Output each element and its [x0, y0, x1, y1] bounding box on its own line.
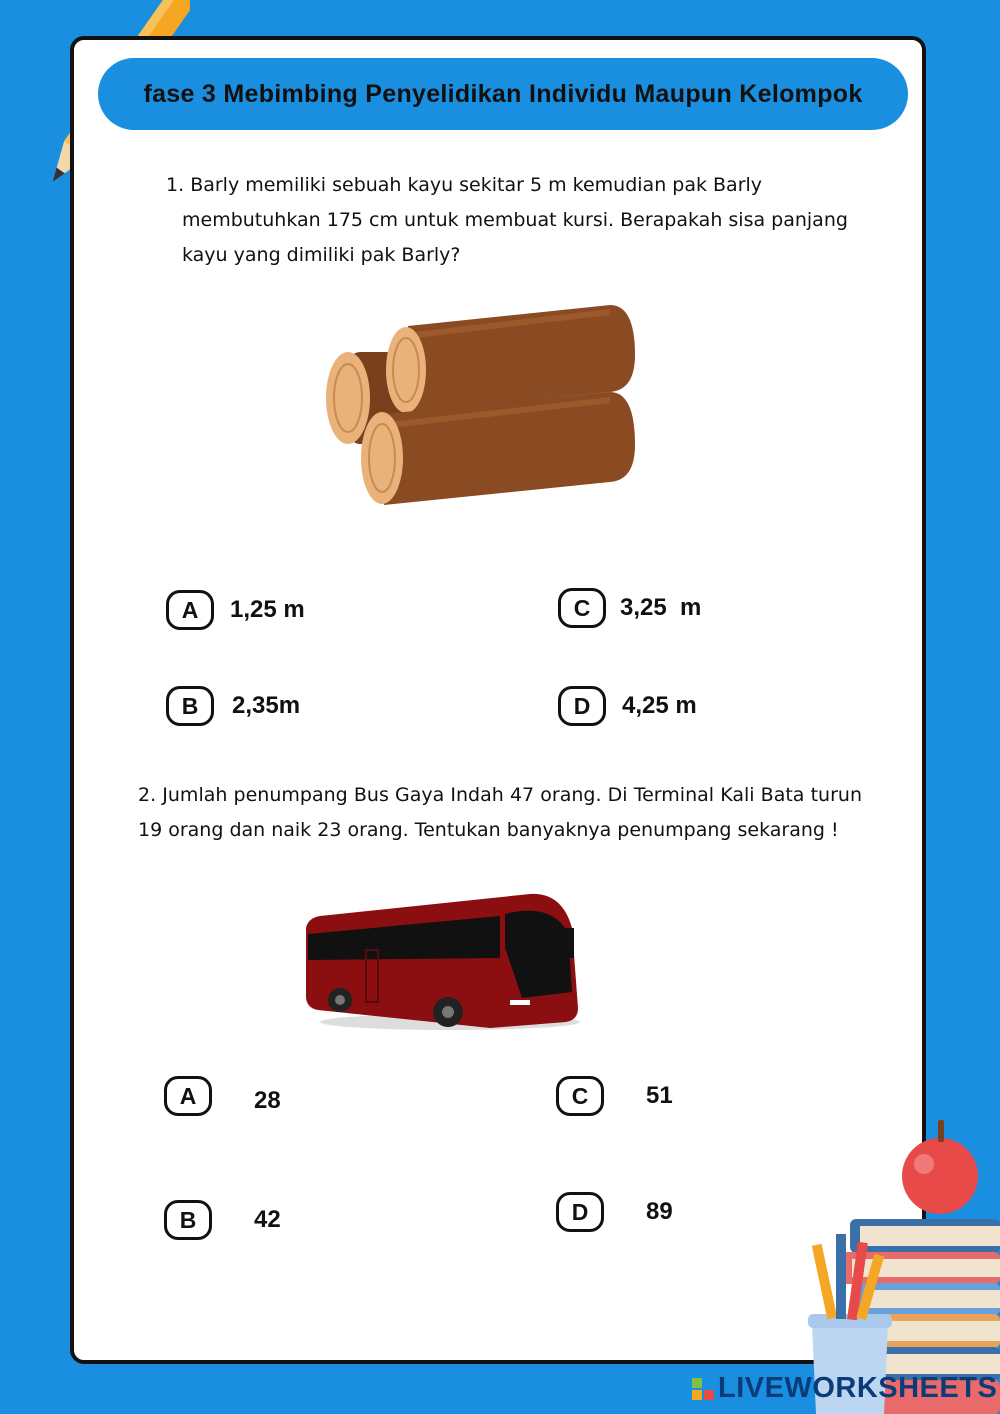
- question-1: [166, 168, 866, 273]
- question-1-number: 1.: [166, 174, 185, 196]
- q1-option-c-badge: C: [558, 588, 606, 628]
- q2-option-a[interactable]: [164, 1076, 281, 1116]
- q2-option-c-badge: C: [556, 1076, 604, 1116]
- bus-image: [300, 888, 585, 1038]
- page-title-text: fase 3 Mebimbing Penyelidikan Individu Maupun Kelompok: [143, 79, 863, 108]
- apple-books-pencils-image: [800, 1114, 1000, 1414]
- q2-option-c[interactable]: [556, 1076, 673, 1116]
- q1-option-a-badge: A: [166, 590, 214, 630]
- q1-option-c[interactable]: [558, 588, 701, 628]
- q2-option-a-badge: A: [164, 1076, 212, 1116]
- q1-option-b-badge: B: [166, 686, 214, 726]
- page-title: [98, 58, 908, 130]
- q2-option-a-text: 28: [254, 1087, 281, 1114]
- q1-option-c-text: 3,25 m: [620, 594, 702, 621]
- liveworksheets-logo-icon: [692, 1378, 714, 1400]
- q1-option-b[interactable]: [166, 686, 300, 726]
- liveworksheets-brand-text: LIVEWORKSHEETS: [718, 1372, 998, 1404]
- q2-option-d-text: 89: [646, 1198, 673, 1225]
- q1-option-a-text: 1,25 m: [230, 596, 305, 623]
- q2-option-b-badge: B: [164, 1200, 212, 1240]
- q1-option-d[interactable]: [558, 686, 697, 726]
- q1-option-d-badge: D: [558, 686, 606, 726]
- question-2-text: 2. Jumlah penumpang Bus Gaya Indah 47 orang. Di Terminal Kali Bata turun 19 orang dan naik 23 orang. Tentukan banyaknya penumpang sekarang !: [138, 784, 862, 841]
- q2-option-d[interactable]: [556, 1192, 673, 1232]
- logs-image: [320, 300, 650, 515]
- q2-option-d-badge: D: [556, 1192, 604, 1232]
- q1-option-b-text: 2,35m: [232, 692, 301, 719]
- liveworksheets-logo: [692, 1372, 997, 1405]
- q1-option-d-text: 4,25 m: [622, 692, 697, 719]
- q2-option-b-text: 42: [254, 1206, 281, 1233]
- q2-option-c-text: 51: [646, 1082, 673, 1109]
- question-1-text: Barly memiliki sebuah kayu sekitar 5 m kemudian pak Barly membutuhkan 175 cm untuk membuat kursi. Berapakah sisa panjang kayu yang dimiliki pak Barly?: [182, 174, 848, 266]
- q1-option-a[interactable]: [166, 590, 305, 630]
- q2-option-b[interactable]: [164, 1200, 281, 1240]
